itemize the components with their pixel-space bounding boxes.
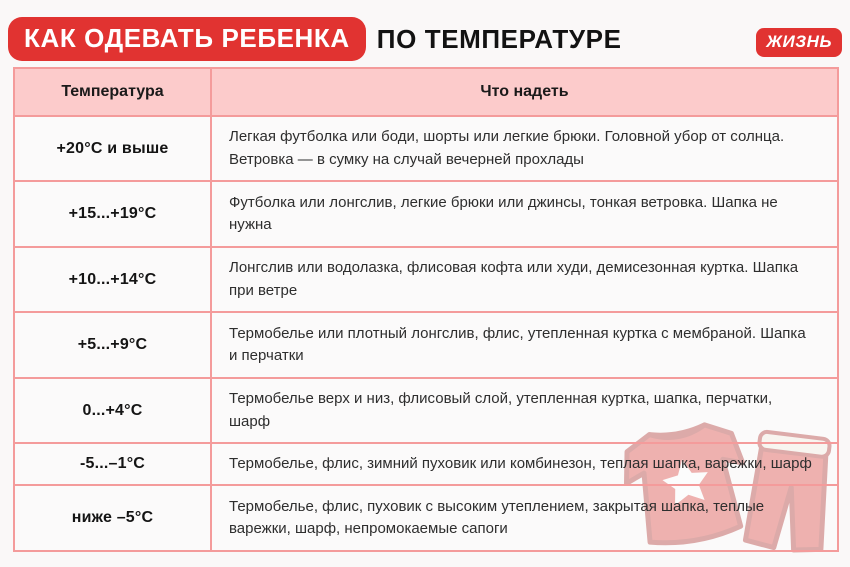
clothes-cell: Лонгслив или водолазка, флисовая кофта или худи, демисезонная куртка. Шапка при ветре (211, 247, 838, 312)
title-badge: КАК ОДЕВАТЬ РЕБЕНКА (8, 17, 366, 61)
column-header-clothes: Что надеть (211, 68, 838, 116)
brand-logo: ЖИЗНЬ (756, 28, 842, 57)
clothes-cell: Термобелье или плотный лонгслив, флис, утепленная куртка с мембраной. Шапка и перчатки (211, 312, 838, 377)
temperature-table (13, 67, 839, 552)
clothes-cell: Термобелье, флис, пуховик с высоким утеплением, закрытая шапка, теплые варежки, шарф, непромокаемые сапоги (211, 485, 838, 551)
table-row (14, 181, 838, 246)
page-title (8, 17, 622, 61)
temp-cell: 0...+4°C (14, 378, 211, 443)
temperature-table-container (13, 67, 839, 552)
table-header-row (14, 68, 838, 116)
temp-cell: ниже –5°C (14, 485, 211, 551)
table-row (14, 378, 838, 443)
clothes-cell: Легкая футболка или боди, шорты или легкие брюки. Головной убор от солнца. Ветровка — в сумку на случай вечерней прохлады (211, 116, 838, 181)
table-row (14, 312, 838, 377)
temp-cell: +10...+14°C (14, 247, 211, 312)
table-body (14, 116, 838, 551)
table-row (14, 116, 838, 181)
clothes-cell: Футболка или лонгслив, легкие брюки или джинсы, тонкая ветровка. Шапка не нужна (211, 181, 838, 246)
clothes-cell: Термобелье верх и низ, флисовый слой, утепленная куртка, шапка, перчатки, шарф (211, 378, 838, 443)
clothes-cell: Термобелье, флис, зимний пуховик или комбинезон, теплая шапка, варежки, шарф (211, 443, 838, 485)
title-rest: ПО ТЕМПЕРАТУРЕ (376, 23, 622, 54)
temp-cell: +5...+9°C (14, 312, 211, 377)
temp-cell: -5...–1°C (14, 443, 211, 485)
column-header-temperature: Температура (14, 68, 211, 116)
table-row (14, 443, 838, 485)
temp-cell: +15...+19°C (14, 181, 211, 246)
temp-cell: +20°C и выше (14, 116, 211, 181)
table-row (14, 485, 838, 551)
table-row (14, 247, 838, 312)
